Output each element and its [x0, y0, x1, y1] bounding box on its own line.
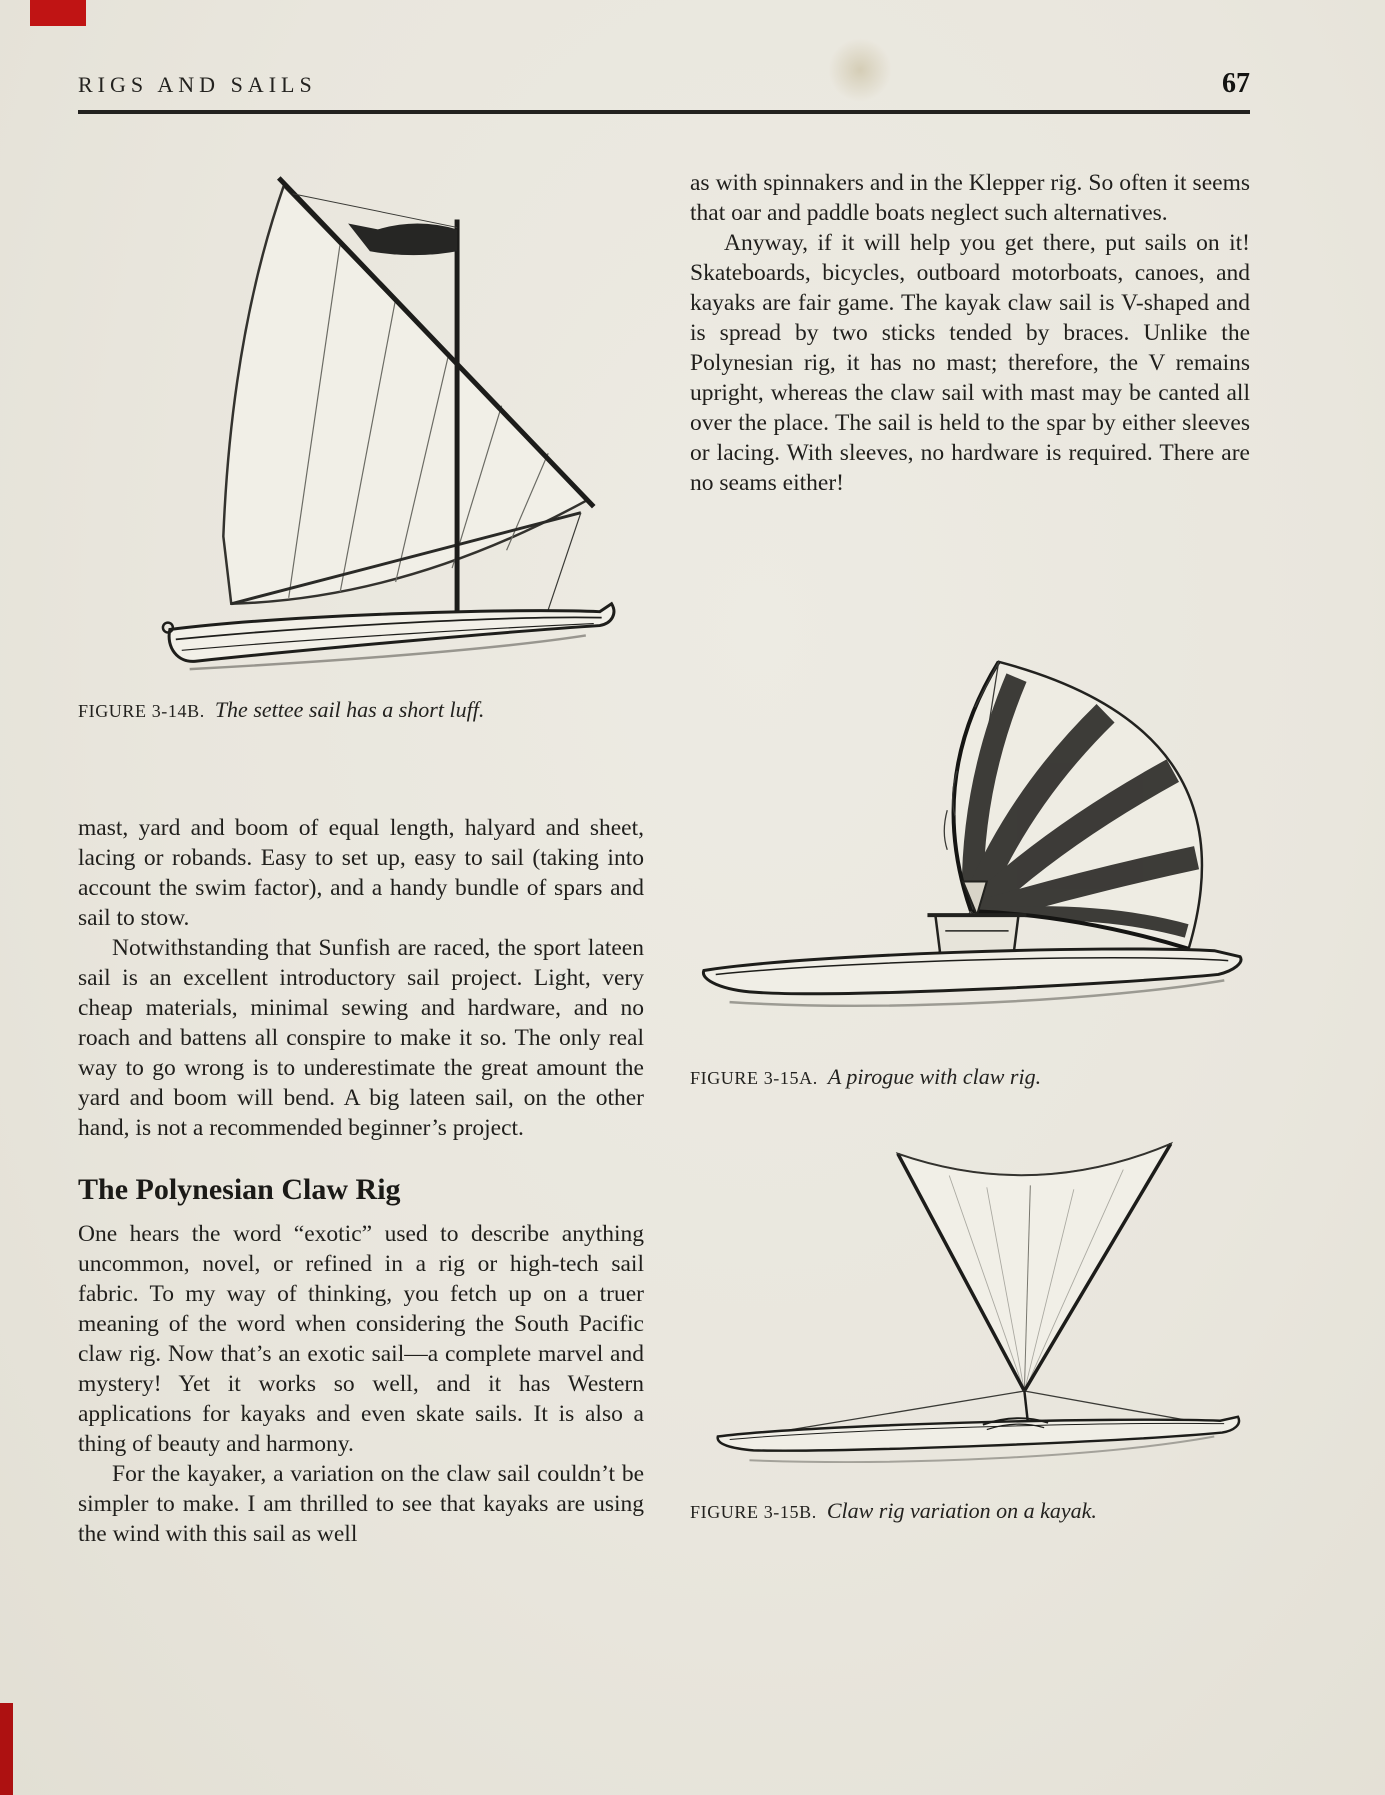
figure-3-15a-label: FIGURE 3-15A.: [690, 1068, 818, 1088]
scan-artifact-bottom-left: [0, 1703, 13, 1795]
figure-3-14b: [78, 168, 644, 723]
left-paragraph-1: mast, yard and boom of equal length, halyard and sheet, lacing or robands. Easy to set up, easy to sail (taking into account the swim factor), and a handy bundle of spars and sail to stow.: [78, 815, 644, 931]
figure-3-14b-caption-text: The settee sail has a short luff.: [214, 697, 485, 722]
section-heading-polynesian-claw-rig: The Polynesian Claw Rig: [78, 1173, 401, 1206]
right-paragraph-2: Anyway, if it will help you get there, put sails on it! Skateboards, bicycles, outboard motorboats, canoes, and kayaks are fair game. The kayak claw sail is V-shaped and is spread by two sticks tended by braces. Unlike the Polynesian rig, it has no mast; therefore, the V remains upright, whereas the claw sail with mast may be canted all over the place. The sail is held to the spar by either sleeves or lacing. With sleeves, no hardware is required. There are no seams either!: [690, 230, 1250, 496]
kayak-claw-rig-drawing: [690, 1128, 1250, 1484]
figure-3-15b-caption: [690, 1498, 1250, 1524]
pirogue-claw-rig-drawing: [690, 610, 1250, 1050]
running-title: RIGS AND SAILS: [78, 72, 317, 97]
page-header: [78, 68, 1250, 100]
figure-3-15b-caption-text: Claw rig variation on a kayak.: [826, 1498, 1097, 1523]
left-paragraph-3: One hears the word “exotic” used to describe anything uncommon, novel, or refined in a rig or high-tech sail fabric. To my way of thinking, you fetch up on a truer meaning of the word when considering the South Pacific claw rig. Now that’s an exotic sail—a complete marvel and mystery! Yet it works so well, and it has Western applications for kayaks and even skate sails. It is also a thing of beauty and harmony.: [78, 1221, 644, 1457]
left-paragraph-4: For the kayaker, a variation on the claw sail couldn’t be simpler to make. I am thrilled to see that kayaks are using the wind with this sail as well: [78, 1461, 644, 1547]
left-column: [78, 152, 644, 1549]
figure-3-15a: [690, 610, 1250, 1090]
figure-3-15b-label: FIGURE 3-15B.: [690, 1502, 817, 1522]
right-paragraph-1: as with spinnakers and in the Klepper rig. So often it seems that oar and paddle boats neglect such alternatives.: [690, 170, 1250, 226]
figure-3-15a-caption-text: A pirogue with claw rig.: [827, 1064, 1042, 1089]
page-number: 67: [1222, 68, 1250, 99]
figure-3-14b-label: FIGURE 3-14B.: [78, 701, 205, 721]
scan-artifact-top-left: [30, 0, 86, 26]
figure-3-14b-caption: [78, 697, 644, 723]
header-rule: [78, 110, 1250, 114]
left-paragraph-2: Notwithstanding that Sunfish are raced, the sport lateen sail is an excellent introductory sail project. Light, very cheap materials, minimal sewing and hardware, and no roach and battens all conspire to make it so. The only real way to go wrong is to underestimate the great amount the yard and boom will bend. A big lateen sail, on the other hand, is not a recommended beginner’s project.: [78, 935, 644, 1141]
settee-sail-boat-drawing: [78, 168, 644, 683]
figure-3-15b: [690, 1128, 1250, 1524]
right-column: [690, 168, 1250, 1524]
figure-3-15a-caption: [690, 1064, 1250, 1090]
